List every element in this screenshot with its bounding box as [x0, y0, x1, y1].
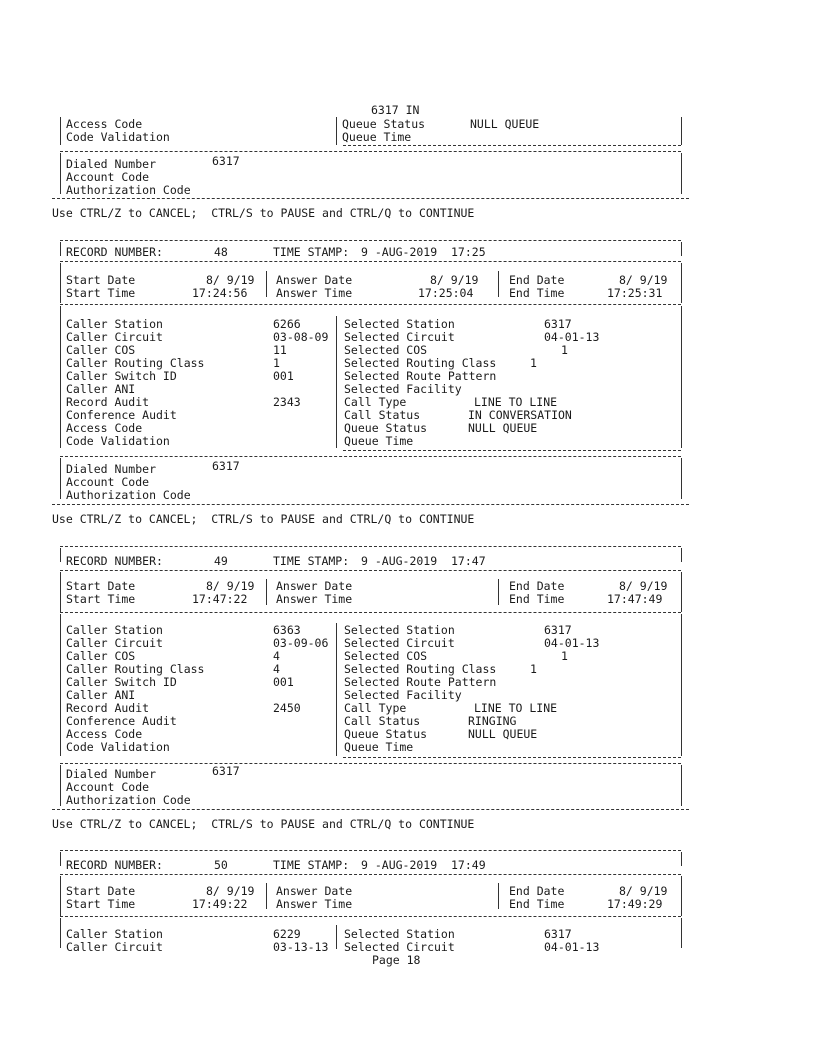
time-stamp: 9 -AUG-2019 17:49 — [361, 858, 486, 872]
divider — [60, 546, 681, 547]
border-right — [681, 153, 682, 194]
caller-field-label: Caller COS — [66, 343, 136, 357]
answer-time-label: Answer Time — [276, 592, 353, 606]
divider — [60, 570, 681, 571]
start-time-label: Start Time — [66, 897, 136, 911]
record-number: 48 — [214, 245, 228, 259]
account-code-label: Account Code — [66, 780, 150, 794]
queue-status-label: Queue Status — [342, 117, 426, 131]
caller-field-value: 4 — [273, 662, 280, 676]
record-number: 50 — [214, 858, 228, 872]
border-right — [681, 572, 682, 612]
caller-field-value: 2450 — [273, 701, 301, 715]
selected-field-label: Selected Routing Class — [344, 662, 497, 676]
selected-field-value: 1 — [561, 649, 568, 663]
border-right — [681, 242, 682, 256]
record-number: 49 — [214, 554, 228, 568]
border-left — [60, 458, 61, 499]
divider — [60, 304, 681, 305]
record-number-label: RECORD NUMBER: — [66, 554, 163, 568]
start-time: 17:24:56 — [192, 286, 248, 300]
border-right — [681, 852, 682, 866]
station-header: 6317 IN — [371, 103, 420, 117]
divider — [60, 456, 681, 457]
caller-field-label: Caller ANI — [66, 382, 136, 396]
answer-time-label: Answer Time — [276, 897, 353, 911]
divider — [60, 612, 681, 613]
caller-field-label: Caller COS — [66, 649, 136, 663]
selected-field-value: NULL QUEUE — [468, 421, 538, 435]
end-date-label: End Date — [509, 884, 565, 898]
selected-field-label: Selected COS — [344, 649, 428, 663]
start-time-label: Start Time — [66, 592, 136, 606]
selected-field-value: 6317 — [544, 927, 572, 941]
answer-date-label: Answer Date — [276, 273, 353, 287]
caller-field-value: 03-08-09 — [273, 330, 329, 344]
divider — [60, 874, 681, 875]
divider — [60, 916, 681, 917]
time-stamp-label: TIME STAMP: — [273, 858, 350, 872]
end-time-label: End Time — [509, 897, 565, 911]
caller-field-label: Caller Switch ID — [66, 675, 177, 689]
dialed-number-value: 6317 — [212, 459, 240, 473]
start-date: 8/ 9/19 — [206, 579, 255, 593]
border-left — [60, 852, 61, 866]
start-date: 8/ 9/19 — [206, 884, 255, 898]
caller-field-label: Caller Station — [66, 623, 163, 637]
time-stamp: 9 -AUG-2019 17:25 — [361, 245, 486, 259]
selected-field-label: Selected Facility — [344, 688, 462, 702]
divider — [60, 240, 681, 241]
queue-time-label: Queue Time — [342, 130, 412, 144]
border-right — [681, 876, 682, 916]
record-number-label: RECORD NUMBER: — [66, 858, 163, 872]
border-right — [681, 918, 682, 948]
divider — [60, 151, 681, 152]
caller-field-label: Caller ANI — [66, 688, 136, 702]
start-date-label: Start Date — [66, 273, 136, 287]
selected-field-label: Selected Route Pattern — [344, 675, 497, 689]
selected-field-value: LINE TO LINE — [474, 701, 558, 715]
start-date-label: Start Date — [66, 579, 136, 593]
page-number: Page 18 — [372, 953, 421, 967]
border-left — [60, 306, 61, 448]
record-number-label: RECORD NUMBER: — [66, 245, 163, 259]
caller-field-value: 03-13-13 — [273, 940, 329, 954]
queue-status-value: NULL QUEUE — [470, 117, 540, 131]
end-date: 8/ 9/19 — [619, 579, 668, 593]
selected-field-value: RINGING — [468, 714, 517, 728]
caller-field-label: Caller Switch ID — [66, 369, 177, 383]
time-stamp-label: TIME STAMP: — [273, 245, 350, 259]
selected-field-value: 1 — [530, 356, 537, 370]
column-divider — [336, 316, 337, 448]
authorization-code-label: Authorization Code — [66, 488, 191, 502]
column-divider — [266, 579, 267, 605]
authorization-code-label: Authorization Code — [66, 793, 191, 807]
column-divider — [266, 271, 267, 297]
border-left — [60, 153, 61, 194]
border-left — [60, 918, 61, 948]
answer-time-label: Answer Time — [276, 286, 353, 300]
answer-time: 17:25:04 — [418, 286, 474, 300]
end-date: 8/ 9/19 — [619, 273, 668, 287]
border-right — [681, 263, 682, 303]
selected-field-label: Selected Station — [344, 623, 455, 637]
divider — [343, 450, 681, 451]
start-time: 17:49:22 — [192, 897, 248, 911]
caller-field-label: Record Audit — [66, 395, 150, 409]
account-code-label: Account Code — [66, 475, 150, 489]
divider — [343, 757, 681, 758]
dialed-number-label: Dialed Number — [66, 767, 157, 781]
border-left — [60, 117, 61, 145]
start-date: 8/ 9/19 — [206, 273, 255, 287]
border-left — [60, 876, 61, 916]
selected-field-label: Queue Time — [344, 740, 414, 754]
caller-field-value: 6229 — [273, 927, 301, 941]
caller-field-label: Access Code — [66, 421, 143, 435]
selected-field-label: Selected COS — [344, 343, 428, 357]
caller-field-label: Code Validation — [66, 434, 170, 448]
selected-field-label: Selected Routing Class — [344, 356, 497, 370]
caller-field-value: 03-09-06 — [273, 636, 329, 650]
column-divider — [498, 271, 499, 297]
selected-field-label: Call Status — [344, 714, 421, 728]
caller-field-label: Caller Routing Class — [66, 662, 205, 676]
answer-date-label: Answer Date — [276, 579, 353, 593]
caller-field-value: 11 — [273, 343, 287, 357]
caller-field-label: Caller Circuit — [66, 330, 163, 344]
caller-field-label: Caller Station — [66, 927, 163, 941]
account-code-label: Account Code — [66, 170, 150, 184]
dialed-number-label: Dialed Number — [66, 157, 157, 171]
border-left — [60, 765, 61, 806]
border-right — [681, 548, 682, 562]
caller-field-value: 4 — [273, 649, 280, 663]
selected-field-label: Queue Time — [344, 434, 414, 448]
end-time: 17:49:29 — [607, 897, 663, 911]
selected-field-value: LINE TO LINE — [474, 395, 558, 409]
caller-field-value: 001 — [273, 675, 294, 689]
selected-field-value: 04-01-13 — [544, 940, 600, 954]
border-right — [681, 765, 682, 806]
caller-field-label: Code Validation — [66, 740, 170, 754]
border-left — [60, 614, 61, 756]
start-time-label: Start Time — [66, 286, 136, 300]
divider — [52, 809, 689, 810]
column-divider — [266, 883, 267, 909]
code-validation-label: Code Validation — [66, 130, 170, 144]
time-stamp-label: TIME STAMP: — [273, 554, 350, 568]
caller-field-label: Caller Routing Class — [66, 356, 205, 370]
selected-field-value: 6317 — [544, 317, 572, 331]
divider — [52, 504, 689, 505]
selected-field-value: 6317 — [544, 623, 572, 637]
caller-field-label: Conference Audit — [66, 408, 177, 422]
selected-field-label: Selected Circuit — [344, 330, 455, 344]
caller-field-value: 1 — [273, 356, 280, 370]
divider — [52, 198, 689, 199]
border-right — [681, 306, 682, 448]
selected-field-value: IN CONVERSATION — [468, 408, 572, 422]
caller-field-label: Record Audit — [66, 701, 150, 715]
control-prompt: Use CTRL/Z to CANCEL; CTRL/S to PAUSE and CTRL/Q to CONTINUE — [52, 206, 475, 220]
selected-field-label: Selected Station — [344, 317, 455, 331]
time-stamp: 9 -AUG-2019 17:47 — [361, 554, 486, 568]
end-date: 8/ 9/19 — [619, 884, 668, 898]
column-divider — [336, 117, 337, 145]
end-date-label: End Date — [509, 273, 565, 287]
selected-field-label: Selected Circuit — [344, 636, 455, 650]
selected-field-label: Queue Status — [344, 727, 428, 741]
divider — [60, 850, 681, 851]
dialed-number-value: 6317 — [212, 764, 240, 778]
border-left — [60, 263, 61, 303]
border-left — [60, 242, 61, 256]
border-right — [681, 117, 682, 145]
selected-field-value: 04-01-13 — [544, 636, 600, 650]
access-code-label: Access Code — [66, 117, 143, 131]
selected-field-value: 04-01-13 — [544, 330, 600, 344]
divider — [60, 763, 681, 764]
start-date-label: Start Date — [66, 884, 136, 898]
end-time: 17:25:31 — [607, 286, 663, 300]
caller-field-value: 6266 — [273, 317, 301, 331]
caller-field-label: Caller Circuit — [66, 636, 163, 650]
selected-field-value: NULL QUEUE — [468, 727, 538, 741]
end-time-label: End Time — [509, 286, 565, 300]
control-prompt: Use CTRL/Z to CANCEL; CTRL/S to PAUSE and CTRL/Q to CONTINUE — [52, 512, 475, 526]
caller-field-label: Conference Audit — [66, 714, 177, 728]
selected-field-label: Selected Station — [344, 927, 455, 941]
selected-field-label: Selected Route Pattern — [344, 369, 497, 383]
end-time-label: End Time — [509, 592, 565, 606]
border-left — [60, 548, 61, 562]
divider — [343, 145, 681, 146]
caller-field-value: 6363 — [273, 623, 301, 637]
end-date-label: End Date — [509, 579, 565, 593]
column-divider — [336, 623, 337, 756]
selected-field-label: Call Type — [344, 701, 407, 715]
border-right — [681, 614, 682, 756]
authorization-code-label: Authorization Code — [66, 183, 191, 197]
divider — [60, 261, 681, 262]
column-divider — [336, 925, 337, 949]
caller-field-value: 2343 — [273, 395, 301, 409]
caller-field-label: Caller Circuit — [66, 940, 163, 954]
selected-field-label: Call Type — [344, 395, 407, 409]
selected-field-value: 1 — [530, 662, 537, 676]
selected-field-label: Call Status — [344, 408, 421, 422]
selected-field-label: Selected Circuit — [344, 940, 455, 954]
border-left — [60, 572, 61, 612]
border-right — [681, 458, 682, 499]
caller-field-label: Caller Station — [66, 317, 163, 331]
selected-field-value: 1 — [561, 343, 568, 357]
start-time: 17:47:22 — [192, 592, 248, 606]
dialed-number-value: 6317 — [212, 154, 240, 168]
caller-field-value: 001 — [273, 369, 294, 383]
control-prompt: Use CTRL/Z to CANCEL; CTRL/S to PAUSE and CTRL/Q to CONTINUE — [52, 817, 475, 831]
dialed-number-label: Dialed Number — [66, 462, 157, 476]
column-divider — [498, 579, 499, 605]
answer-date: 8/ 9/19 — [430, 273, 479, 287]
answer-date-label: Answer Date — [276, 884, 353, 898]
caller-field-label: Access Code — [66, 727, 143, 741]
selected-field-label: Queue Status — [344, 421, 428, 435]
selected-field-label: Selected Facility — [344, 382, 462, 396]
column-divider — [498, 883, 499, 909]
end-time: 17:47:49 — [607, 592, 663, 606]
